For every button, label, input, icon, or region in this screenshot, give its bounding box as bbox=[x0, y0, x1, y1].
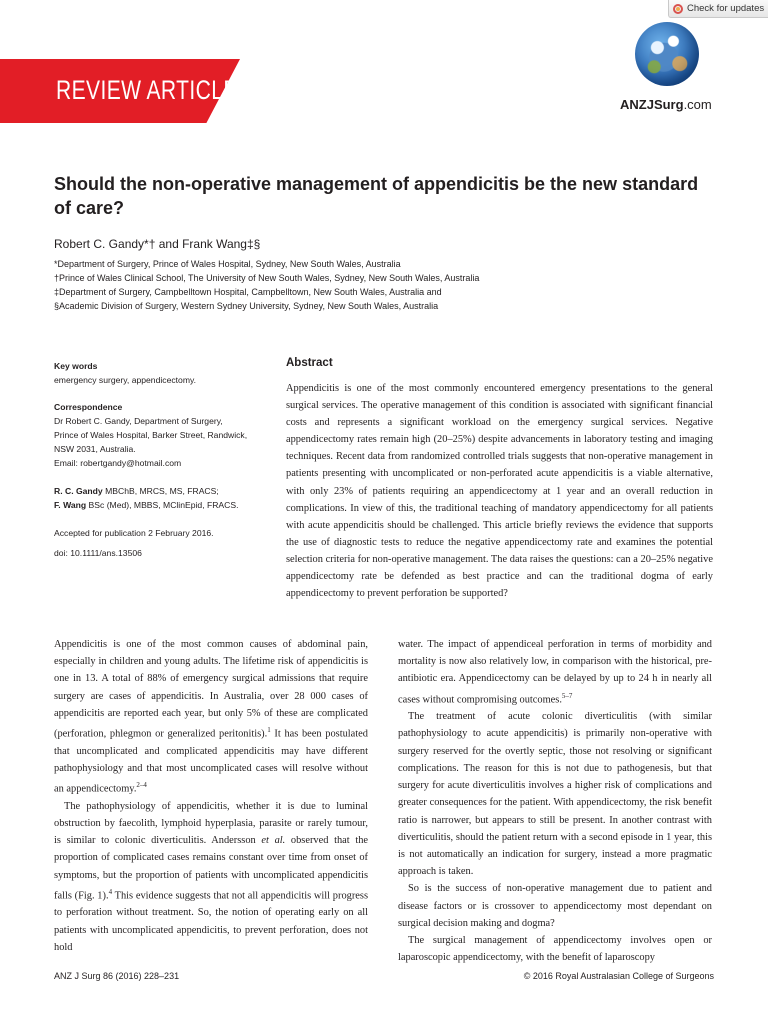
key-words: emergency surgery, appendicectomy. bbox=[54, 375, 197, 385]
journal-website[interactable] bbox=[620, 97, 712, 112]
affiliation-2: †Prince of Wales Clinical School, The University of New South Wales, Sydney, New South Wales, Australia bbox=[54, 273, 480, 283]
author-1-credentials: R. C. Gandy MBChB, MRCS, MS, FRACS; bbox=[54, 486, 219, 496]
copyright-footer: © 2016 Royal Australasian College of Surgeons bbox=[523, 971, 714, 981]
journal-globe-logo bbox=[635, 22, 699, 86]
correspondence-line: NSW 2031, Australia. bbox=[54, 444, 136, 454]
affiliation-3: ‡Department of Surgery, Campbelltown Hospital, Campbelltown, New South Wales, Australia and bbox=[54, 287, 442, 297]
body-paragraph: The surgical management of appendicectomy involves open or laparoscopic appendicectomy, with the benefit of laparoscopy bbox=[398, 934, 712, 964]
body-column-right bbox=[398, 636, 712, 966]
correspondence-heading: Correspondence bbox=[54, 402, 123, 412]
crossmark-icon bbox=[673, 4, 683, 14]
correspondence-line: Prince of Wales Hospital, Barker Street, Randwick, bbox=[54, 430, 248, 440]
doi[interactable]: doi: 10.1111/ans.13506 bbox=[54, 548, 142, 558]
body-paragraph: The treatment of acute colonic diverticulitis (with similar pathophysiology to acute appendicitis) is primarily non-operative with surgery reserved for the overtly septic, those not resolving or significant complications. The reason for this is not due to pathogenesis, but that surgery for acute diverticulitis involves a higher risk of complications and greater consequences for the patient. With appendicectomy, the risk benefit ratio is narrower, but appears to still be present. In another contrast with diverticulitis, should the patient return with a second episode in 1 year, this is not automatically an indication for surgery, instead a more pragmatic approach is taken. bbox=[398, 711, 712, 878]
affiliation-4: §Academic Division of Surgery, Western Sydney University, Sydney, New South Wales, Australia bbox=[54, 301, 439, 311]
journal-website-name: ANZJSurg bbox=[620, 97, 684, 112]
abstract-text: Appendicitis is one of the most commonly encountered emergency presentations to the general surgical services. The operative management of this condition is associated with significant financial costs and represents a significant workload on the emergency surgical services. Negative appendicectomy rates remain high (20–25%) despite advancements in laboratory testing and imaging techniques. Recent data from randomized controlled trials suggests that non-operative management in patients presenting with uncomplicated or non-perforated acute appendicitis is a viable alternative, with only 23% of patients requiring an appendicectomy at 1 year and an overall reduction in complications. In view of this, the traditional teaching of mandatory appendicectomy for all patients with acute appendicitis should be challenged. This article briefly reviews the evidence that supports the use of diagnostic tests to reduce the negative appendicectomy rate and examines the potential selection criteria for non-operative management. The data raises the questions: can a 20–25% negative appendicectomy rate be defended as best practice and can the traditional dogma of early appendicectomy to prevent perforation be supported? bbox=[286, 383, 713, 600]
abstract-heading: Abstract bbox=[286, 357, 333, 369]
author-2-credentials: F. Wang BSc (Med), MBBS, MClinEpid, FRACS. bbox=[54, 500, 239, 510]
body-paragraph: water. The impact of appendiceal perforation in terms of morbidity and mortality is now also relatively low, in comparison with the historical, pre-antibiotic era. Appendicectomy can be delayed by up to 24 h in nearly all cases without compromising outcomes.$^{5-7}$ bbox=[398, 639, 712, 706]
body-paragraph: Appendicitis is one of the most common causes of abdominal pain, especially in children and young adults. The lifetime risk of appendicitis is one in 13. A total of 88% of emergency surgical admissions that require surgery are cases of appendicitis. In Australia, over 28 000 cases of appendicitis are reported each year, but only 5% of these are complicated (perforation, phlegmon or generalized peritonitis).$^1$ It has been postulated that uncomplicated and complicated appendicitis may have different pathophysiology and that most uncomplicated cases will resolve without an appendicectomy.$^{2-4}$ bbox=[54, 639, 368, 795]
body-paragraph: The pathophysiology of appendicitis, whether it is due to luminal obstruction by faecolith, lymphoid hyperplasia, parasite or rarely tumour, is similar to colonic diverticulitis. Andersson et al. observed that the proportion of complicated cases remains constant over time from onset of symptoms, but the proportion of patients with uncomplicated appendicitis falls (Fig. 1).$^4$ This evidence suggests that not all appendicitis will progress to perforation without treatment. So, the notion of operating early on all patients with uncomplicated appendicitis, to prevent perforation, does not hold bbox=[54, 800, 369, 953]
correspondence-line: Dr Robert C. Gandy, Department of Surgery, bbox=[54, 416, 223, 426]
article-title: Should the non-operative management of appendicitis be the new standard of care? bbox=[54, 174, 699, 218]
journal-citation-footer: ANZ J Surg 86 (2016) 228–231 bbox=[54, 971, 180, 981]
affiliation-1: *Department of Surgery, Prince of Wales Hospital, Sydney, New South Wales, Australia bbox=[54, 259, 401, 269]
body-column-left bbox=[54, 636, 368, 956]
check-for-updates-button[interactable] bbox=[668, 0, 768, 18]
correspondence-email[interactable]: Email: robertgandy@hotmail.com bbox=[54, 458, 182, 468]
article-authors: Robert C. Gandy*† and Frank Wang‡§ bbox=[54, 237, 261, 251]
body-paragraph: So is the success of non-operative management due to patient and disease factors or is crossover to appendicectomy most dependant on surgical decision making and dogma? bbox=[398, 883, 712, 929]
journal-website-suffix: .com bbox=[683, 97, 712, 112]
article-type-label: REVIEW ARTICLE bbox=[56, 75, 238, 105]
accepted-date: Accepted for publication 2 February 2016. bbox=[54, 528, 214, 538]
check-for-updates-label: Check for updates bbox=[687, 3, 765, 14]
key-words-heading: Key words bbox=[54, 361, 98, 371]
